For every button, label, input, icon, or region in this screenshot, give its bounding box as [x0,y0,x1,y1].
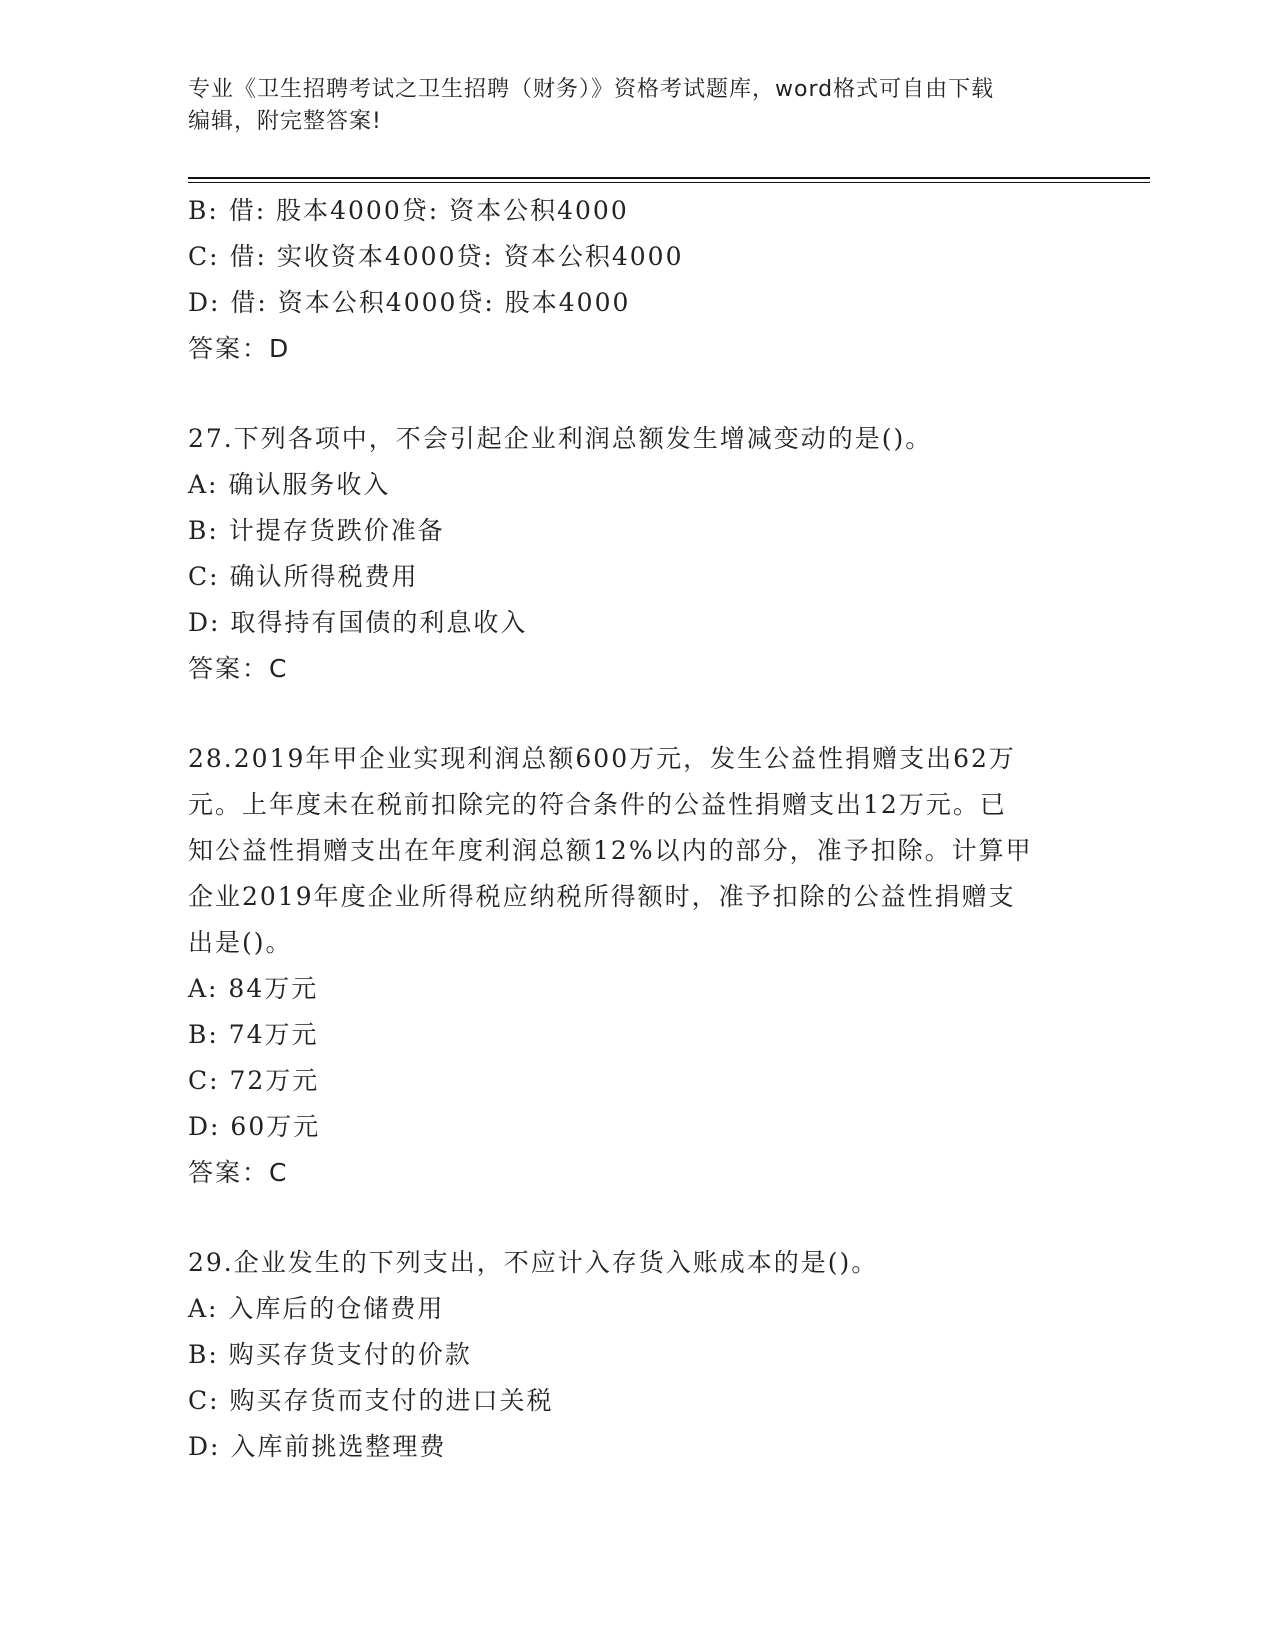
q29-option-d: D: 入库前挑选整理费 [188,1432,447,1461]
q28-option-b: B: 74万元 [188,1020,319,1049]
q27-option-d: D: 取得持有国债的利息收入 [188,608,528,637]
question-27 [188,416,1088,692]
q28-question-line: 28.2019年甲企业实现利润总额600万元，发生公益性捐赠支出62万 [188,744,1016,773]
q28-answer: 答案：C [188,1158,289,1187]
question-28 [188,736,1088,1196]
q27-option-b: B: 计提存货跌价准备 [188,516,445,545]
q26-option-d: D: 借: 资本公积4000贷: 股本4000 [188,288,631,317]
q28-question-text [188,736,1088,966]
q28-question-line: 出是()。 [188,928,293,957]
q26-option-c: C: 借: 实收资本4000贷: 资本公积4000 [188,242,684,271]
header-divider-thin [188,182,1150,183]
q29-option-a: A: 入库后的仓储费用 [188,1294,445,1323]
q28-option-a: A: 84万元 [188,974,319,1003]
q29-option-c: C: 购买存货而支付的进口关税 [188,1386,554,1415]
q28-question-line: 企业2019年度企业所得税应纳税所得额时，准予扣除的公益性捐赠支 [188,882,1016,911]
header-line-1: 专业《卫生招聘考试之卫生招聘（财务）》资格考试题库，word格式可自由下载 [188,77,995,102]
question-29 [188,1240,1088,1470]
header-line-2: 编辑，附完整答案! [188,109,382,134]
page-header [188,74,1068,138]
q28-option-d: D: 60万元 [188,1112,321,1141]
question-list [188,188,1088,1470]
q28-option-c: C: 72万元 [188,1066,320,1095]
q29-question-text: 29.企业发生的下列支出，不应计入存货入账成本的是()。 [188,1248,879,1277]
header-divider-thick [188,177,1150,179]
q28-question-line: 知公益性捐赠支出在年度利润总额12%以内的部分，准予扣除。计算甲 [188,836,1033,865]
q26-answer: 答案：D [188,334,291,363]
q27-question-text: 27.下列各项中，不会引起企业利润总额发生增减变动的是()。 [188,424,933,453]
question-26 [188,188,1088,372]
q27-answer: 答案：C [188,654,289,683]
q27-option-a: A: 确认服务收入 [188,470,391,499]
q28-question-line: 元。上年度未在税前扣除完的符合条件的公益性捐赠支出12万元。已 [188,790,1007,819]
q26-option-b: B: 借: 股本4000贷: 资本公积4000 [188,196,629,225]
q29-option-b: B: 购买存货支付的价款 [188,1340,472,1369]
q27-option-c: C: 确认所得税费用 [188,562,419,591]
